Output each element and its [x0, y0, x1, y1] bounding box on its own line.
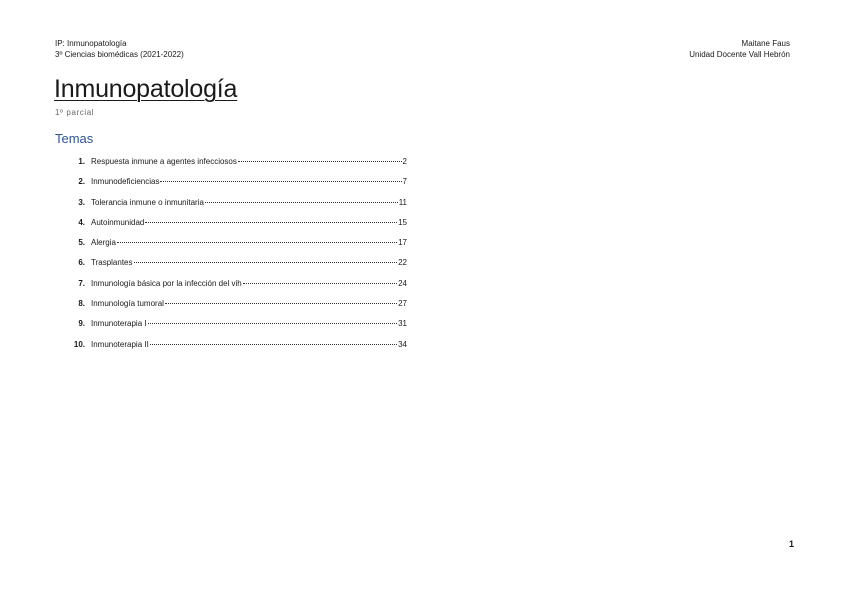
toc-entry[interactable]	[55, 318, 407, 338]
toc-dot-leader	[205, 202, 398, 203]
institution: Unidad Docente Vall Hebrón	[689, 50, 790, 59]
toc-entry[interactable]	[55, 197, 407, 217]
toc-entry-page: 34	[398, 339, 407, 349]
toc-entry-page: 17	[398, 238, 407, 248]
header-right	[689, 38, 790, 60]
toc-entry-page: 27	[398, 299, 407, 309]
toc-entry[interactable]	[55, 278, 407, 298]
toc-entry-label: Inmunodeficiencias	[91, 177, 160, 187]
toc-entry-number: 5.	[78, 238, 85, 248]
toc-entry-page: 15	[398, 217, 407, 227]
toc-dot-leader	[134, 262, 398, 263]
toc-entry-label: Inmunoterapia I	[91, 319, 147, 329]
course-year: 3º Ciencias biomédicas (2021-2022)	[55, 50, 184, 59]
toc-entry[interactable]	[55, 217, 407, 237]
toc-dot-leader	[243, 283, 397, 284]
toc-entry[interactable]	[55, 237, 407, 257]
toc-dot-leader	[238, 161, 402, 162]
toc-entry[interactable]	[55, 257, 407, 277]
toc-entry-page: 22	[398, 258, 407, 268]
page-number: 1	[788, 539, 794, 549]
toc-entry-label: Tolerancia inmune o inmunitaria	[91, 197, 204, 207]
toc-dot-leader	[150, 344, 397, 345]
toc-entry-number: 1.	[78, 157, 85, 166]
course-name: IP: Inmunopatología	[55, 39, 127, 48]
toc-entry-label: Autoinmunidad	[91, 217, 145, 227]
toc-entry[interactable]	[55, 176, 407, 196]
toc-dot-leader	[117, 242, 397, 243]
toc-entry[interactable]	[55, 156, 407, 176]
toc-entry-number: 4.	[78, 217, 85, 227]
toc-entry[interactable]	[55, 298, 407, 318]
author-name: Maitane Faus	[741, 39, 790, 48]
toc-entry-label: Alergia	[91, 238, 116, 248]
toc-dot-leader	[160, 181, 401, 182]
toc-entry-label: Inmunología tumoral	[91, 299, 164, 309]
header-left	[55, 38, 184, 60]
toc-entry-label: Inmunología básica por la infección del vih	[91, 278, 242, 288]
toc-entry-page: 11	[398, 197, 407, 207]
toc-dot-leader	[148, 323, 398, 324]
toc-entry-number: 8.	[78, 299, 85, 309]
table-of-contents	[55, 156, 407, 359]
toc-dot-leader	[165, 303, 397, 304]
toc-entry-number: 2.	[78, 177, 85, 187]
section-heading: Temas	[55, 131, 94, 146]
toc-entry-number: 6.	[78, 258, 85, 268]
document-title: Inmunopatología	[54, 75, 238, 103]
toc-entry-page: 24	[398, 278, 407, 288]
document-subtitle: 1º parcial	[55, 108, 95, 117]
toc-entry-label: Trasplantes	[91, 258, 133, 268]
toc-entry-page: 31	[398, 319, 407, 329]
toc-entry-label: Inmunoterapia II	[91, 339, 149, 349]
toc-entry-number: 9.	[78, 319, 85, 329]
toc-entry-page: 7	[402, 177, 407, 187]
toc-entry-page: 2	[402, 157, 407, 166]
toc-entry-number: 10.	[73, 339, 85, 349]
toc-entry-label: Respuesta inmune a agentes infecciosos	[91, 157, 237, 166]
toc-entry[interactable]	[55, 339, 407, 359]
toc-entry-number: 3.	[78, 197, 85, 207]
toc-dot-leader	[145, 222, 397, 223]
toc-entry-number: 7.	[78, 278, 85, 288]
